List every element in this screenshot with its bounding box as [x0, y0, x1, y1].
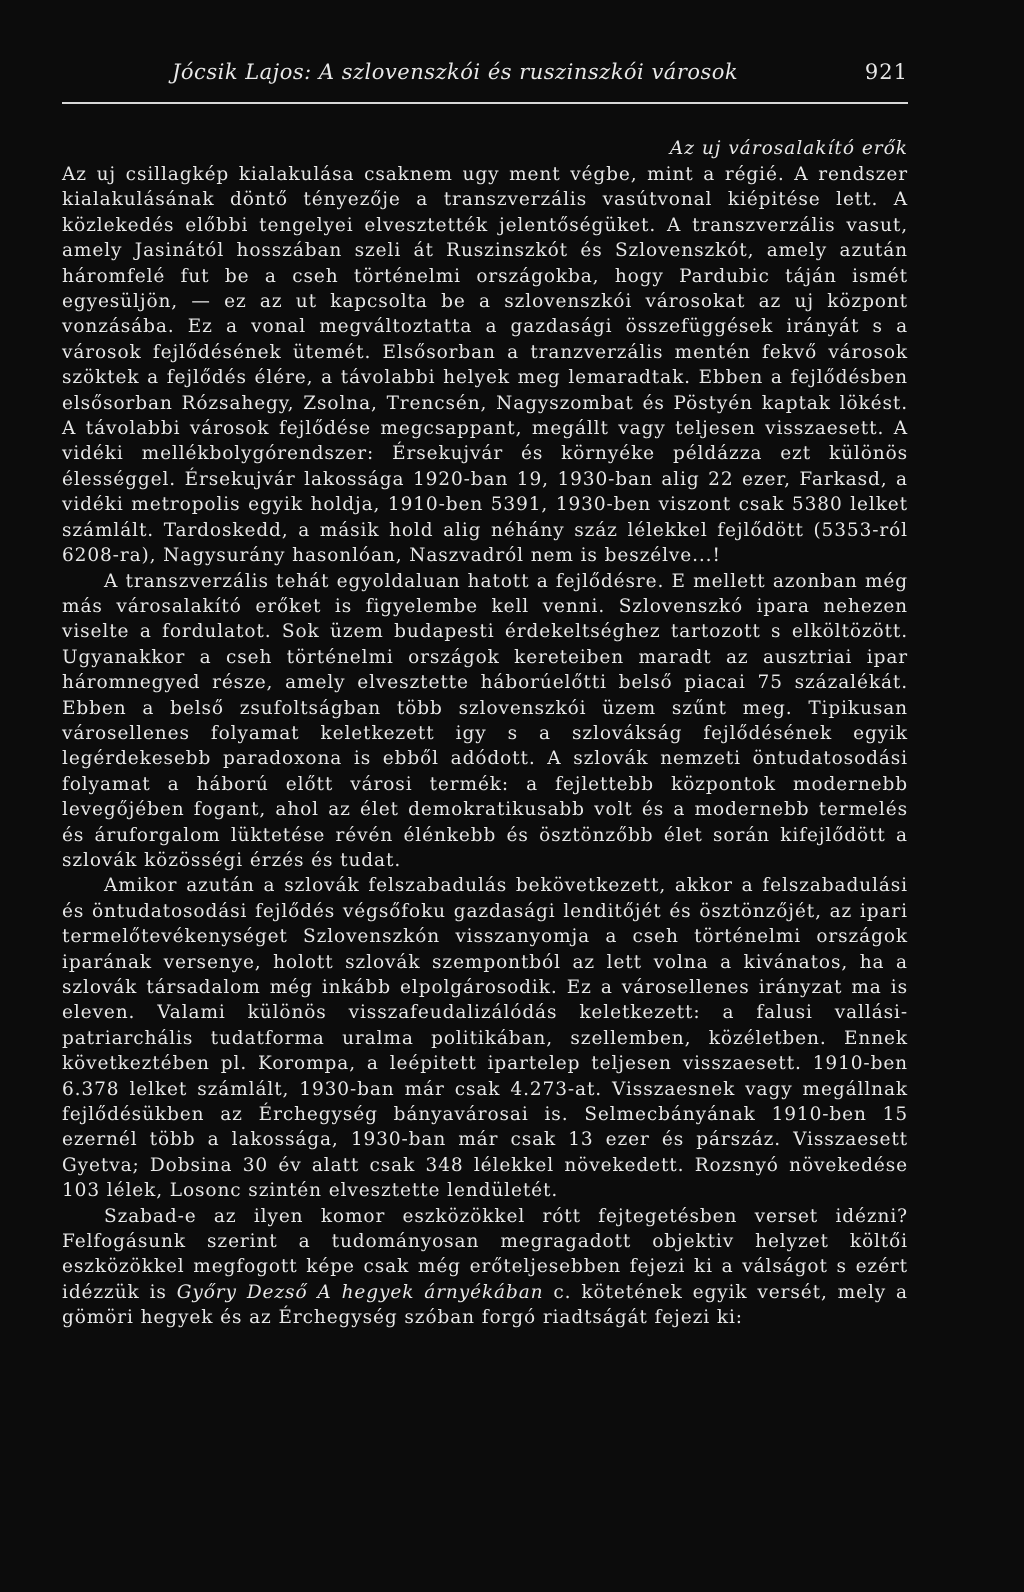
- section-heading: Az uj városalakító erők: [669, 138, 908, 159]
- paragraph: Az uj csillagkép kialakulása csaknem ugy ment végbe, mint a régié. A rendszer kialakulásának döntő tényezője a transzverzális vasútvonal kiépitése lett. A közlekedés előbbi tengelyei elvesztették jelentőségüket. A transzverzális vasut, amely Jasinától hosszában szeli át Ruszinszkót és Szlovenszkót, amely azután háromfelé fut be a cseh történelmi országokba, hogy Pardubic táján ismét egyesüljön, — ez az ut kapcsolta be a szlovenszkói városokat az uj központ vonzásába. Ez a vonal megváltoztatta a gazdasági összefüggések irányát s a városok fejlődésének ütemét. Elsősorban a tranzverzális mentén fekvő városok szöktek a fejlődés élére, a távolabbi helyek meg lemaradtak. Ebben a fejlődésben elsősorban Rózsahegy, Zsolna, Trencsén, Nagyszombat és Pöstyén kaptak lökést. A távolabbi városok fejlődése megcsappant, megállt vagy teljesen visszaesett. A vidéki mellékbolygórendszer: Érsekujvár és környéke példázza ezt különös élességgel. Érsekujvár lakossága 1920-ban 19, 1930-ban alig 22 ezer, Farkasd, a vidéki metropolis egyik holdja, 1910-ben 5391, 1930-ben viszont csak 5380 lelket számlált. Tardoskedd, a másik hold alig néhány száz lélekkel fejlődött (5353-ról 6208-ra), Nagysurány hasonlóan, Naszvadról nem is beszélve...!: [62, 164, 908, 567]
- book-citation: Győry Dezső A hegyek árnyékában: [176, 1281, 544, 1303]
- paragraph: Amikor azután a szlovák felszabadulás bekövetkezett, akkor a felszabadulási és öntudatosodási fejlődés végsőfoku gazdasági lenditőjét és ösztönzőjét, az ipari termelőtevékenységet Szlovenszkón visszanyomja a cseh történelmi országok iparának versenye, holott szlovák szempontból az lett volna a kivánatos, ha a szlovák társadalom még inkább elpolgárosodik. Ez a városellenes irányzat ma is eleven. Valami különös visszafeudalizálódás keletkezett: a falusi vallási-patriarchális tudatforma uralma politikában, szellemben, közéletben. Ennek következtében pl. Korompa, a leépitett ipartelep teljesen visszaesett. 1910-ben 6.378 lelket számlált, 1930-ban már csak 4.273-at. Visszaesnek vagy megállnak fejlődésükben az Érchegység bányavárosai is. Selmecbányának 1910-ben 15 ezernél több a lakossága, 1930-ban már csak 13 ezer és párszáz. Visszaesett Gyetva; Dobsina 30 év alatt csak 348 lélekkel növekedett. Rozsnyó növekedése 103 lélek, Losonc szintén elvesztette lendületét.: [62, 875, 908, 1202]
- running-title: Jócsik Lajos: A szlovenszkói és ruszinszkói városok: [172, 60, 739, 84]
- paragraph-text: c. kötetének egyik versét, mely a gömöri hegyek és az Érchegység szóban forgó riadtságát fejezi ki:: [62, 1281, 908, 1329]
- header-rule: [62, 102, 908, 104]
- running-header: [62, 60, 908, 94]
- paragraph: A transzverzális tehát egyoldaluan hatott a fejlődésre. E mellett azonban még más városalakító erőket is figyelembe kell venni. Szlovenszkó ipara nehezen viselte a fordulatot. Sok üzem budapesti érdekeltséghez tartozott s elköltözött. Ugyanakkor a cseh történelmi országok kereteiben maradt az ausztriai ipar háromnegyed része, amely elvesztette háborúelőtti belső piacai 75 százalékát. Ebben a belső zsufoltságban több szlovenszkói üzem szűnt meg. Tipikusan városellenes folyamat keletkezett igy s a szlovákság fejlődésének egyik legérdekesebb paradoxona is ebből adódott. A szlovák nemzeti öntudatosodási folyamat a háború előtt városi termék: a fejlettebb központok modernebb levegőjében fogant, ahol az élet demokratikusabb volt és a modernebb termelés és áruforgalom lüktetése révén élénkebb és ösztönzőbb élet során kifejlődött a szlovák közösségi érzés és tudat.: [62, 570, 908, 871]
- paragraph-last: [62, 1204, 908, 1331]
- page-number: 921: [864, 60, 908, 84]
- paragraph-text: Szabad-e az ilyen komor eszközökkel rótt fejtegetésben verset idézni? Felfogásunk szerint a tudományosan megragadott objektiv helyzet költői eszközökkel megfogott képe csak még erőteljesebben fejezi ki a válságot s ezért idézzük is: [62, 1205, 908, 1303]
